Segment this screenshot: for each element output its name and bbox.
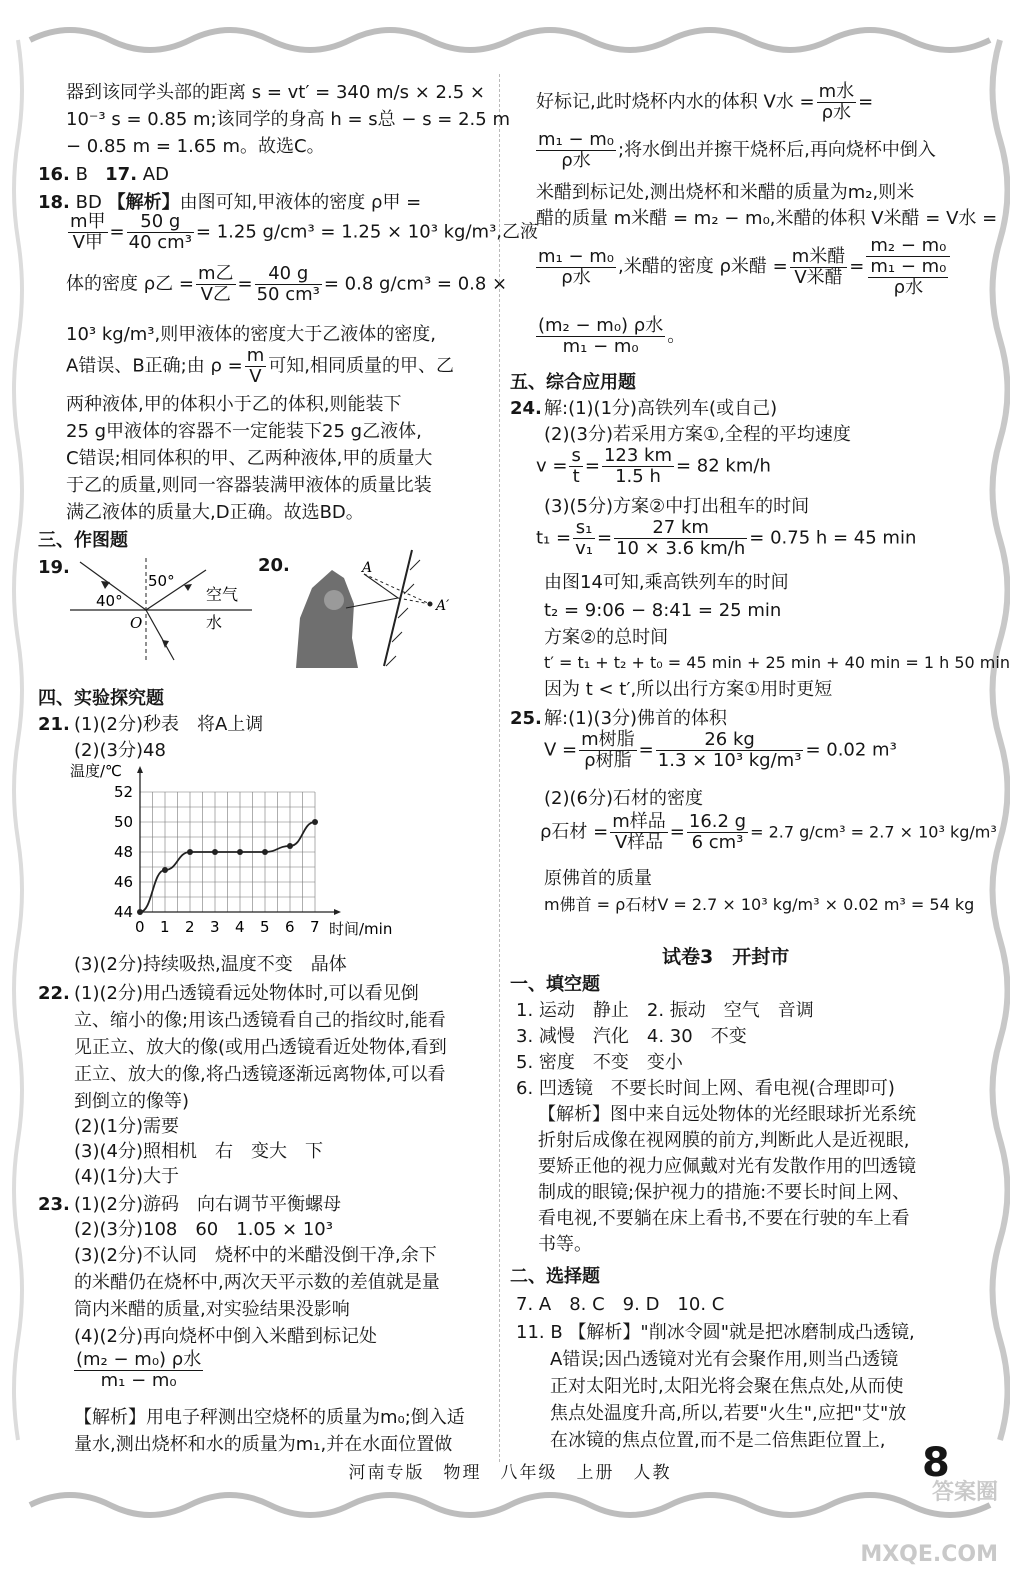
numerator: m — [246, 345, 265, 366]
numerator: 26 kg — [656, 730, 804, 751]
text-line: (3)(4分)照相机 右 变大 下 — [74, 1141, 323, 1162]
text-line: (3)(5分)方案②中打出租车的时间 — [544, 496, 810, 517]
text: A错误、B正确;由 ρ = — [66, 355, 243, 377]
text-line: 满乙液体的质量大,D正确。故选BD。 — [66, 502, 364, 523]
text-line: 要矫正他的视力应佩戴对光有发散作用的凹透镜 — [538, 1156, 916, 1177]
r-formula-4 — [536, 316, 685, 357]
text-line: 10³ kg/m³,则甲液体的密度大于乙液体的密度, — [66, 324, 436, 345]
text-line: (1)(2分)游码 向右调节平衡螺母 — [74, 1194, 341, 1215]
text-line: − 0.85 m = 1.65 m。故选C。 — [66, 136, 325, 157]
text-line: (1)(2分)用凸透镜看远处物体时,可以看见倒 — [74, 983, 419, 1004]
text-line: 7. A 8. C 9. D 10. C — [516, 1294, 725, 1315]
denominator: 50 cm³ — [256, 284, 320, 305]
text-line: 25 g甲液体的容器不一定能装下25 g乙液体, — [66, 421, 422, 442]
denominator: V甲 — [72, 232, 103, 253]
r-formula-3 — [536, 236, 952, 298]
medium-label: 水 — [206, 613, 223, 632]
denominator: ρ水 — [821, 102, 852, 123]
point-label: O — [130, 614, 143, 632]
text-line: (2)(3分)若采用方案①,全程的平均速度 — [544, 424, 851, 445]
light-ray — [346, 598, 398, 608]
numerator: 27 km — [614, 518, 747, 539]
data-point — [162, 867, 168, 873]
x-tick-label: 1 — [160, 918, 170, 936]
text: ;将水倒出并擦干烧杯后,再向烧杯中倒入 — [618, 139, 936, 161]
angle-label: 40° — [96, 592, 123, 610]
text: 好标记,此时烧杯内水的体积 V水 = — [536, 91, 815, 113]
text-line: 方案②的总时间 — [544, 627, 669, 648]
text-line: 折射后成像在视网膜的前方,判断此人是近视眼, — [538, 1130, 910, 1151]
numerator: 16.2 g — [688, 811, 747, 832]
denominator: ρ树脂 — [584, 750, 632, 771]
denominator — [866, 257, 950, 298]
question-number: 25. — [510, 708, 542, 729]
text-line: 【解析】用电子秤测出空烧杯的质量为m₀;倒入适 — [74, 1407, 465, 1428]
text-line: (3)(2分)持续吸热,温度不变 晶体 — [74, 954, 347, 975]
text-line: 11. B 【解析】"削冰令圆"就是把冰磨制成凸透镜, — [516, 1322, 915, 1343]
y-tick-label: 52 — [114, 783, 134, 801]
page-footer: 河南专版 物理 八年级 上册 人教 — [348, 1463, 672, 1483]
text-line: 量水,测出烧杯和水的质量为m₁,并在水面位置做 — [74, 1434, 453, 1455]
text-line: (2)(3分)48 — [74, 740, 166, 761]
watermark: 答案圈 MXQE.COM — [860, 1480, 998, 1567]
denominator: m₁ − m₀ — [562, 336, 639, 357]
text-line: m佛首 = ρ石材V = 2.7 × 10³ kg/m³ × 0.02 m³ = 54 kg — [544, 895, 975, 914]
fraction — [255, 264, 322, 305]
formula-v: v = $\frac{s}{t}$ = $\frac{123 km}{1.5 h}$ = 82 km/h — [536, 445, 771, 487]
x-tick-label: 2 — [185, 918, 195, 936]
light-ray — [364, 574, 398, 598]
text-line: 的米醋仍在烧杯中,两次天平示数的差值就是量 — [74, 1272, 440, 1293]
arrow-icon — [334, 909, 341, 915]
arrow-icon — [101, 581, 110, 589]
text: 可知,相同质量的甲、乙 — [268, 355, 454, 377]
x-tick-label: 4 — [235, 918, 245, 936]
denominator: 10 × 3.6 km/h — [616, 538, 746, 559]
q23-formula — [74, 1350, 205, 1391]
mirror-diagram — [286, 548, 466, 674]
question-number: 23. — [38, 1194, 70, 1215]
text-line: 3. 减慢 汽化 4. 30 不变 — [516, 1026, 747, 1047]
q18-formula-1: m甲 V甲 = $\frac{50 g}{\text{40 cm³}}$ = 1.25 g/cm³ = 1.25 × 10³ kg/m³,乙液 — [70, 211, 539, 253]
text: ,米醋的密度 ρ米醋 = — [618, 256, 788, 277]
numerator: m水 — [818, 81, 855, 102]
fraction — [817, 82, 857, 123]
virtual-ray — [364, 574, 430, 604]
x-axis-label: 时间/min — [329, 920, 393, 938]
text-line: 由图14可知,乘高铁列车的时间 — [544, 572, 789, 593]
fraction — [569, 446, 582, 487]
text-line: 1. 运动 静止 2. 振动 空气 音调 — [516, 1000, 814, 1021]
text: 体的密度 ρ乙 = — [66, 273, 194, 295]
text: = 0.02 m³ — [805, 739, 897, 761]
text: V = — [544, 739, 578, 761]
denominator: V样品 — [614, 832, 664, 853]
text-line: 两种液体,甲的体积小于乙的体积,则能装下 — [66, 394, 402, 415]
fraction — [245, 346, 267, 387]
refraction-diagram — [66, 556, 256, 666]
fraction — [68, 212, 108, 253]
x-tick-label: 5 — [260, 918, 270, 936]
text: = 0.75 h = 45 min — [749, 527, 917, 549]
denominator: v₁ — [575, 538, 593, 559]
denominator: ρ水 — [561, 150, 591, 171]
data-point — [137, 909, 143, 915]
text-line: 立、缩小的像;用该凸透镜看自己的指纹时,能看 — [74, 1010, 446, 1031]
text-line: 筒内米醋的质量,对实验结果没影响 — [74, 1299, 350, 1320]
text-line: (1)(2分)秒表 将A上调 — [74, 714, 264, 735]
fraction — [536, 247, 616, 288]
formula-V: V = m树脂 ρ树脂 = $\frac{26 kg}{\text{1.3 × 10³ kg/m³}}$ = 0.02 m³ — [544, 729, 897, 771]
text-line: 器到该同学头部的距离 s = vt′ = 340 m/s × 2.5 × — [66, 82, 485, 103]
section-title: 二、选择题 — [510, 1266, 600, 1287]
data-point — [312, 819, 318, 825]
section-title: 四、实验探究题 — [38, 688, 164, 709]
text-line: C错误;相同体积的甲、乙两种液体,甲的质量大 — [66, 448, 433, 469]
question-number: 18. — [38, 192, 70, 213]
denominator: 1.3 × 10³ kg/m³ — [657, 750, 802, 771]
numerator: m乙 — [197, 263, 234, 284]
numerator: m₁ − m₀ — [870, 256, 947, 277]
answer: AD — [142, 164, 169, 185]
text: = 2.7 g/cm³ = 2.7 × 10³ kg/m³ — [750, 822, 997, 842]
text-line: (2)(1分)需要 — [74, 1116, 179, 1137]
fraction — [536, 316, 665, 357]
fraction — [687, 812, 748, 853]
fraction — [866, 236, 950, 298]
text-line: 米醋到标记处,测出烧杯和米醋的质量为m₂,则米 — [536, 182, 915, 203]
section-title: 三、作图题 — [38, 530, 128, 551]
text-line: (2)(6分)石材的密度 — [544, 788, 703, 809]
numerator: m米醋 — [791, 245, 846, 267]
numerator: m₂ − m₀ — [866, 236, 950, 257]
numerator: m₁ − m₀ — [538, 245, 615, 267]
numerator: (m₂ − m₀) ρ水 — [76, 1349, 202, 1370]
fraction — [196, 264, 236, 305]
text: = — [858, 91, 874, 113]
text-line: 到倒立的像等) — [74, 1091, 190, 1112]
denominator: ρ水 — [893, 277, 924, 298]
text-line: 焦点处温度升高,所以,若要"火生",应把"艾"放 — [550, 1403, 907, 1424]
y-axis-label: 温度/℃ — [70, 762, 122, 780]
text: = 1.25 g/cm³ = 1.25 × 10³ kg/m³,乙液 — [195, 221, 539, 243]
text-line: t₂ = 9:06 − 8:41 = 25 min — [544, 600, 782, 621]
person-figure — [296, 570, 358, 668]
question-number: 24. — [510, 398, 542, 419]
formula-rho: ρ石材 = m样品 V样品 = $\frac{16.2 g}{\text{6 cm³}}$ = 2.7 g/cm³ = 2.7 × 10³ kg/m³ — [540, 811, 997, 853]
text-line: 于乙的质量,则同一容器装满甲液体的质量比装 — [66, 475, 432, 496]
fraction — [127, 212, 194, 253]
arrow-icon — [162, 640, 169, 648]
answer: BD — [75, 192, 102, 213]
text-line: 醋的质量 m米醋 = m₂ − m₀,米醋的体积 V米醋 = V水 = — [536, 208, 998, 229]
y-tick-label: 46 — [114, 873, 134, 891]
text: v = — [536, 455, 568, 477]
point-label: A — [362, 560, 373, 576]
numerator: s — [571, 445, 581, 466]
image-point — [428, 602, 433, 607]
text-line: 看电视,不要躺在床上看书,不要在行驶的车上看 — [538, 1208, 910, 1229]
question-number: 16. — [38, 164, 70, 185]
numerator: 123 km — [603, 445, 672, 466]
medium-label: 空气 — [206, 585, 239, 604]
data-point — [187, 849, 193, 855]
text-line: A错误;因凸透镜对光有会聚作用,则当凸透镜 — [550, 1349, 899, 1370]
fraction — [602, 446, 674, 487]
section-title: 五、综合应用题 — [510, 372, 636, 393]
denominator: V乙 — [200, 284, 231, 305]
text-line: 在冰镜的焦点位置,而不是二倍焦距位置上, — [550, 1430, 886, 1451]
y-tick-label: 48 — [114, 843, 134, 861]
x-tick-label: 0 — [135, 918, 145, 936]
fraction — [74, 1350, 203, 1391]
numerator: m甲 — [70, 211, 106, 232]
text: = 82 km/h — [676, 455, 771, 477]
data-point — [212, 849, 218, 855]
text: t₁ = — [536, 527, 572, 549]
data-point — [262, 849, 268, 855]
question-number: 20. — [258, 555, 290, 576]
numerator: m树脂 — [581, 729, 635, 750]
denominator: 40 cm³ — [128, 232, 192, 253]
virtual-ray — [398, 598, 430, 604]
x-tick-label: 3 — [210, 918, 220, 936]
text-line: 书等。 — [538, 1234, 592, 1255]
text-line: 见正立、放大的像(或用凸透镜看近处物体,看到 — [74, 1037, 447, 1058]
r-formula-1 — [536, 82, 873, 123]
text-line: 制成的眼镜;保护视力的措施:不要长时间上网、 — [538, 1182, 911, 1203]
question-number: 17. — [105, 164, 138, 185]
temperature-chart — [70, 762, 410, 952]
x-tick-label: 7 — [310, 918, 320, 936]
page-number: 8 — [922, 1440, 950, 1486]
exam-title: 试卷3 开封市 — [662, 946, 790, 968]
answer: B — [75, 164, 88, 185]
y-tick-label: 50 — [114, 813, 134, 831]
numerator: m₁ − m₀ — [538, 129, 615, 150]
fraction — [536, 130, 616, 171]
text-line: 解:(1)(3分)佛首的体积 — [544, 708, 728, 729]
text-line: 6. 凹透镜 不要长时间上网、看电视(合理即可) — [516, 1078, 895, 1099]
fraction — [790, 247, 848, 288]
data-point — [287, 843, 293, 849]
fraction — [573, 518, 595, 559]
fraction — [579, 730, 637, 771]
q18-formula-3 — [66, 346, 454, 387]
refracted-ray — [146, 610, 174, 660]
text-line: 解:(1)(1分)高铁列车(或自己) — [544, 398, 778, 419]
text-line: 因为 t < t′,所以出行方案①用时更短 — [544, 679, 833, 700]
r-formula-2 — [536, 130, 936, 171]
numerator: s₁ — [573, 518, 595, 539]
answer-row-16-17 — [38, 162, 169, 188]
text-line: 正对太阳光时,太阳光将会聚在焦点处,从而使 — [550, 1376, 904, 1397]
numerator: m样品 — [612, 811, 666, 832]
numerator: 50 g — [127, 212, 194, 233]
denominator: 1.5 h — [615, 466, 661, 487]
text-line: t′ = t₁ + t₂ + t₀ = 45 min + 25 min + 40 min = 1 h 50 min — [544, 653, 1010, 672]
text-line: (3)(2分)不认同 烧杯中的米醋没倒干净,余下 — [74, 1245, 437, 1266]
denominator: V米醋 — [794, 266, 843, 288]
section-title: 一、填空题 — [510, 974, 600, 995]
text-line: 5. 密度 不变 变小 — [516, 1052, 683, 1073]
question-number: 22. — [38, 983, 70, 1004]
text: = 0.8 g/cm³ = 0.8 × — [323, 273, 508, 295]
fraction — [656, 730, 804, 771]
question-number: 21. — [38, 714, 70, 735]
numerator: (m₂ − m₀) ρ水 — [538, 315, 664, 336]
analysis-tag: 【解析】 — [107, 192, 180, 213]
head-icon — [324, 590, 344, 610]
text-line: (2)(3分)108 60 1.05 × 10³ — [74, 1219, 333, 1240]
text-line: (4)(1分)大于 — [74, 1166, 179, 1187]
arrow-icon — [184, 584, 192, 591]
fraction — [610, 812, 668, 853]
point-label: A′ — [436, 598, 450, 614]
data-point — [237, 849, 243, 855]
angle-label: 50° — [148, 572, 175, 590]
denominator: m₁ − m₀ — [100, 1370, 177, 1391]
x-tick-label: 6 — [285, 918, 295, 936]
denominator: V — [249, 366, 262, 387]
text: 由图可知,甲液体的密度 ρ甲 = — [179, 192, 422, 213]
question-number: 19. — [38, 557, 70, 578]
denominator: t — [572, 466, 580, 487]
q18-formula-2: 体的密度 ρ乙 = m乙 V乙 = $\frac{40 g}{\text{50 cm³}}$ = 0.8 g/cm³ = 0.8 × — [66, 263, 508, 305]
arrow-icon — [137, 766, 143, 773]
y-tick-label: 44 — [114, 903, 134, 921]
text: ρ石材 = — [540, 821, 609, 843]
text-line: (4)(2分)再向烧杯中倒入米醋到标记处 — [74, 1326, 377, 1347]
numerator: 40 g — [255, 264, 322, 285]
fraction — [614, 518, 747, 559]
text-line: 原佛首的质量 — [544, 868, 652, 889]
denominator: ρ水 — [561, 266, 591, 288]
text-line: 正立、放大的像,将凸透镜逐渐远离物体,可以看 — [74, 1064, 446, 1085]
text-line: 10⁻³ s = 0.85 m;该同学的身高 h = s总 − s = 2.5 m — [66, 109, 510, 130]
fraction — [868, 257, 948, 298]
text-line: 【解析】图中来自远处物体的光经眼球折光系统 — [538, 1104, 916, 1125]
formula-t1: t₁ = $\frac{\text{s₁}}{\text{v₁}}$ = $\frac{27 km}{10 \times 3.6 km/h}$ = 0.75 h = 45 min — [536, 517, 917, 559]
text: = — [849, 256, 865, 277]
text: 。 — [667, 325, 686, 347]
denominator: 6 cm³ — [691, 832, 744, 853]
